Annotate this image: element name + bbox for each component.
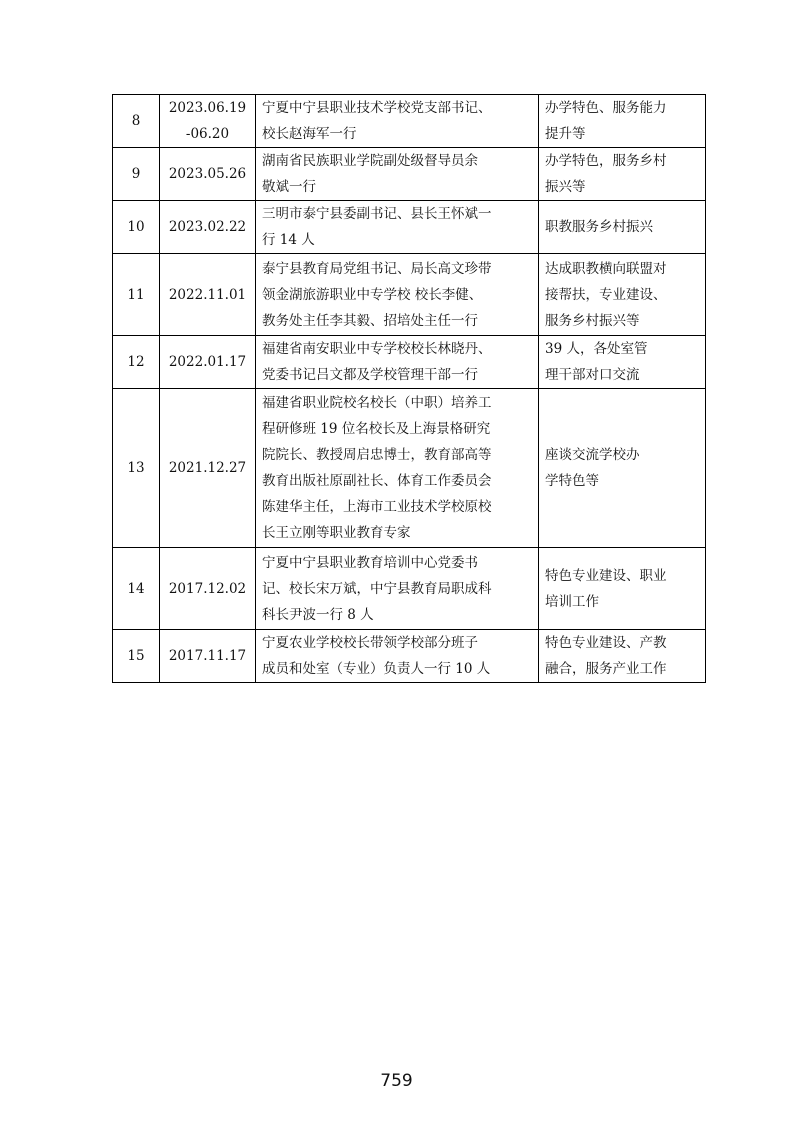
visiting-delegation-cell xyxy=(256,630,539,683)
visit-date-cell xyxy=(160,389,256,548)
exchange-content-cell xyxy=(539,548,706,630)
visiting-delegation: 泰宁县教育局党组书记、局长高文珍带 领金湖旅游职业中专学校 校长李健、 教务处主任李其毅、招培处主任一行 xyxy=(262,260,492,329)
visit-date-cell xyxy=(160,148,256,201)
row-number: 11 xyxy=(127,286,145,303)
exchange-content: 39 人，各处室管 理干部对口交流 xyxy=(545,341,648,383)
row-number-cell xyxy=(113,389,160,548)
exchange-content-cell xyxy=(539,201,706,254)
visiting-delegation-cell xyxy=(256,548,539,630)
visiting-delegation: 三明市泰宁县委副书记、县长王怀斌一 行 14 人 xyxy=(262,206,492,248)
visit-date: 2022.11.01 xyxy=(168,286,247,303)
table-row xyxy=(113,630,706,683)
visiting-delegation: 宁夏中宁县职业技术学校党支部书记、 校长赵海军一行 xyxy=(262,100,492,142)
visiting-delegation-cell xyxy=(256,201,539,254)
visit-date: 2017.12.02 xyxy=(168,580,247,597)
table-row xyxy=(113,148,706,201)
table-row xyxy=(113,95,706,148)
visit-date: 2023.05.26 xyxy=(168,166,247,182)
table-body xyxy=(113,95,706,683)
table-row xyxy=(113,548,706,630)
table-row xyxy=(113,254,706,336)
row-number: 14 xyxy=(127,580,145,597)
visiting-delegation-cell xyxy=(256,95,539,148)
visit-date-cell xyxy=(160,548,256,630)
visiting-delegation-cell xyxy=(256,148,539,201)
exchange-content-cell xyxy=(539,336,706,389)
exchange-content-cell xyxy=(539,389,706,548)
row-number: 9 xyxy=(131,166,141,182)
visiting-delegation: 福建省职业院校名校长（中职）培养工 程研修班 19 位名校长及上海景格研究 院院长、教授周启忠博士，教育部高等 教育出版社原副社长、体育工作委员会 陈建华主任，上海市工业技术学校原校 长王立刚等职业教育专家 xyxy=(262,395,492,541)
exchange-content: 特色专业建设、职业 培训工作 xyxy=(545,567,667,610)
row-number-cell xyxy=(113,336,160,389)
row-number-cell xyxy=(113,148,160,201)
exchange-content-cell xyxy=(539,95,706,148)
visiting-delegation-cell xyxy=(256,389,539,548)
visiting-delegation: 福建省南安职业中专学校校长林晓丹、 党委书记吕文都及学校管理干部一行 xyxy=(262,341,492,383)
row-number: 10 xyxy=(127,219,145,235)
row-number-cell xyxy=(113,630,160,683)
exchange-content-cell xyxy=(539,254,706,336)
row-number-cell xyxy=(113,95,160,148)
visit-date: 2023.06.19 -06.20 xyxy=(168,100,247,142)
row-number: 15 xyxy=(127,648,145,664)
row-number-cell xyxy=(113,548,160,630)
exchange-content: 座谈交流学校办 学特色等 xyxy=(545,447,640,489)
visit-record-table xyxy=(112,94,706,683)
exchange-content: 特色专业建设、产教 融合，服务产业工作 xyxy=(545,635,667,677)
exchange-content: 办学特色、服务能力 提升等 xyxy=(545,100,667,142)
visit-date-cell xyxy=(160,336,256,389)
page-number: 759 xyxy=(380,1071,413,1091)
exchange-content: 职教服务乡村振兴 xyxy=(545,219,653,235)
table-row xyxy=(113,336,706,389)
visit-date: 2022.01.17 xyxy=(168,354,247,370)
visit-date-cell xyxy=(160,630,256,683)
visit-date-cell xyxy=(160,201,256,254)
visit-date: 2017.11.17 xyxy=(168,648,247,664)
visiting-delegation-cell xyxy=(256,336,539,389)
visit-date: 2023.02.22 xyxy=(168,219,247,235)
row-number: 12 xyxy=(127,354,145,370)
exchange-content: 达成职教横向联盟对 接帮扶，专业建设、 服务乡村振兴等 xyxy=(545,260,667,329)
visit-date-cell xyxy=(160,95,256,148)
exchange-content: 办学特色，服务乡村 振兴等 xyxy=(545,153,667,195)
table-row xyxy=(113,389,706,548)
row-number-cell xyxy=(113,201,160,254)
exchange-content-cell xyxy=(539,630,706,683)
visiting-delegation: 湖南省民族职业学院副处级督导员余 敬斌一行 xyxy=(262,153,478,195)
row-number: 13 xyxy=(127,460,145,476)
visit-date: 2021.12.27 xyxy=(168,460,247,476)
table-row xyxy=(113,201,706,254)
exchange-content-cell xyxy=(539,148,706,201)
visiting-delegation: 宁夏中宁县职业教育培训中心党委书 记、校长宋万斌，中宁县教育局职成科 科长尹波一行 8 人 xyxy=(262,554,492,623)
visiting-delegation: 宁夏农业学校校长带领学校部分班子 成员和处室（专业）负责人一行 10 人 xyxy=(262,635,491,677)
row-number-cell xyxy=(113,254,160,336)
visit-date-cell xyxy=(160,254,256,336)
visiting-delegation-cell xyxy=(256,254,539,336)
row-number: 8 xyxy=(131,113,141,129)
